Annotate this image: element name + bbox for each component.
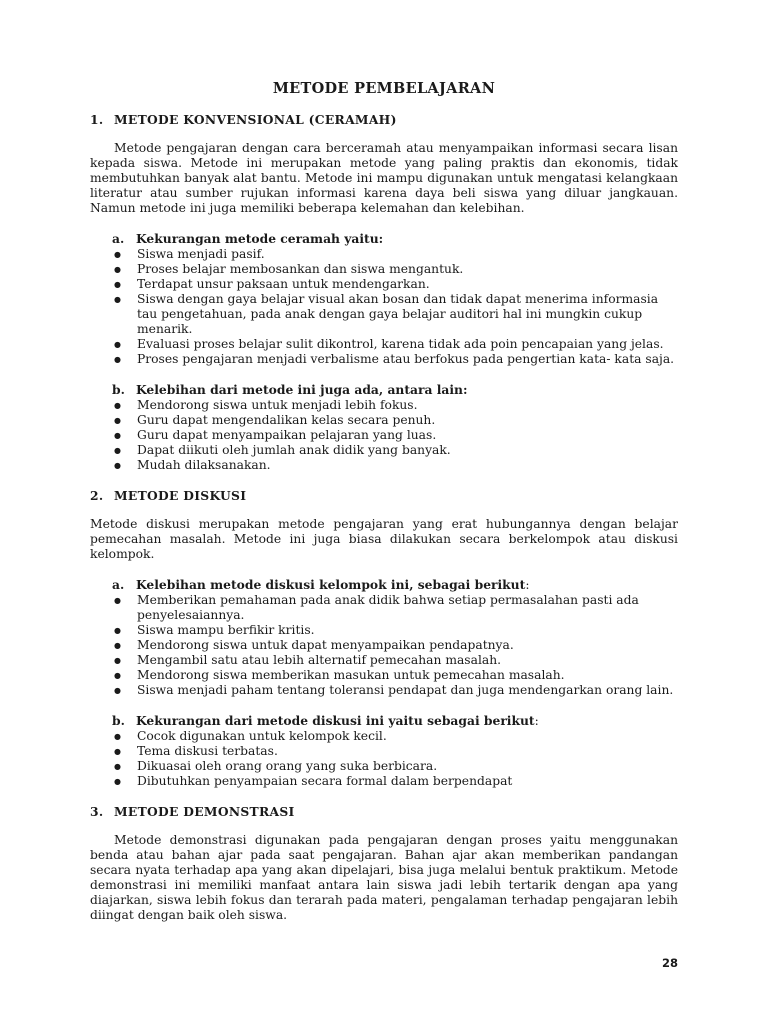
list-item-text: Tema diskusi terbatas. (137, 744, 278, 758)
list-item-text: Guru dapat mengendalikan kelas secara penuh. (137, 413, 436, 427)
bullet-icon: ● (114, 250, 121, 259)
sections-container (90, 112, 678, 923)
list-item-text: Terdapat unsur paksaan untuk mendengarkan. (137, 277, 430, 291)
subsection-letter: a. (112, 577, 125, 592)
subsection-heading-tail: : (534, 714, 539, 728)
section-number: 3. (90, 804, 104, 819)
page-content (90, 80, 678, 938)
bullet-icon: ● (114, 656, 121, 665)
bullet-icon: ● (114, 416, 121, 425)
list-item-text: Dapat diikuti oleh jumlah anak didik yang banyak. (137, 443, 451, 457)
subsection-letter: b. (112, 713, 125, 728)
list-item (90, 638, 678, 653)
section-paragraph: Metode demonstrasi digunakan pada pengajaran dengan proses yaitu menggunakan benda atau bahan ajar pada saat pengajaran. Bahan ajar akan memberikan pandangan secara nyata terhadap apa yang akan dipelajari, bisa juga melalui bentuk praktikum. Metode demonstrasi ini memiliki manfaat antara lain siswa jadi lebih tertarik dengan apa yang diajarkan, siswa lebih fokus dan terarah pada materi, pengalaman terhadap pengajaran lebih diingat dengan baik oleh siswa. (90, 833, 678, 922)
section-heading-text: METODE DISKUSI (114, 488, 247, 503)
bullet-list (90, 247, 678, 367)
list-item (90, 277, 678, 292)
list-item (90, 683, 678, 698)
list-item (90, 774, 678, 789)
list-item-text: Dibutuhkan penyampaian secara formal dalam berpendapat (137, 774, 513, 788)
list-item (90, 428, 678, 443)
list-item-text: Cocok digunakan untuk kelompok kecil. (137, 729, 387, 743)
list-item (90, 398, 678, 413)
list-item (90, 759, 678, 774)
section-heading-text: METODE KONVENSIONAL (CERAMAH) (114, 112, 397, 127)
list-item (90, 668, 678, 683)
bullet-icon: ● (114, 641, 121, 650)
list-item-text: Mendorong siswa untuk dapat menyampaikan pendapatnya. (137, 638, 514, 652)
bullet-icon: ● (114, 355, 121, 364)
list-item (90, 729, 678, 744)
subsection-heading (90, 382, 678, 398)
list-item-text: Dikuasai oleh orang orang yang suka berbicara. (137, 759, 438, 773)
list-item-text: Mengambil satu atau lebih alternatif pemecahan masalah. (137, 653, 502, 667)
list-item (90, 247, 678, 262)
subsection-heading-text: Kekurangan metode ceramah yaitu: (136, 231, 384, 246)
list-item (90, 653, 678, 668)
bullet-icon: ● (114, 340, 121, 349)
list-item (90, 593, 678, 623)
list-item-text: Evaluasi proses belajar sulit dikontrol, karena tidak ada poin pencapaian yang jelas. (137, 337, 664, 351)
subsection-heading-text: Kelebihan metode diskusi kelompok ini, sebagai berikut (136, 577, 526, 592)
section-number: 2. (90, 488, 104, 503)
bullet-icon: ● (114, 295, 121, 304)
list-item-text: Proses belajar membosankan dan siswa mengantuk. (137, 262, 464, 276)
bullet-list (90, 398, 678, 473)
bullet-list (90, 729, 678, 789)
bullet-icon: ● (114, 732, 121, 741)
section-heading (90, 488, 678, 503)
list-item (90, 413, 678, 428)
subsection-heading (90, 231, 678, 247)
bullet-icon: ● (114, 671, 121, 680)
bullet-icon: ● (114, 431, 121, 440)
list-item (90, 443, 678, 458)
bullet-icon: ● (114, 461, 121, 470)
bullet-icon: ● (114, 686, 121, 695)
subsection-letter: b. (112, 382, 125, 397)
section-heading-text: METODE DEMONSTRASI (114, 804, 295, 819)
bullet-list (90, 593, 678, 698)
list-item-text: Mendorong siswa untuk menjadi lebih fokus. (137, 398, 418, 412)
bullet-icon: ● (114, 280, 121, 289)
list-item (90, 352, 678, 367)
list-item (90, 262, 678, 277)
list-item (90, 458, 678, 473)
subsection-heading-tail: : (525, 578, 530, 592)
subsection-letter: a. (112, 231, 125, 246)
bullet-icon: ● (114, 777, 121, 786)
list-item (90, 623, 678, 638)
list-item-text: Siswa menjadi pasif. (137, 247, 265, 261)
section-number: 1. (90, 112, 104, 127)
section-heading (90, 804, 678, 819)
list-item (90, 292, 678, 337)
list-item (90, 744, 678, 759)
list-item-text: Siswa menjadi paham tentang toleransi pendapat dan juga mendengarkan orang lain. (137, 683, 674, 697)
list-item-text: Guru dapat menyampaikan pelajaran yang luas. (137, 428, 437, 442)
bullet-icon: ● (114, 401, 121, 410)
section-paragraph: Metode pengajaran dengan cara berceramah atau menyampaikan informasi secara lisan kepada siswa. Metode ini merupakan metode yang paling praktis dan ekonomis, tidak membutuhkan banyak alat bantu. Metode ini mampu digunakan untuk mengatasi kelangkaan literatur atau sumber rujukan informasi karena daya beli siswa yang diluar jangkauan. Namun metode ini juga memiliki beberapa kelemahan dan kelebihan. (90, 141, 678, 215)
bullet-icon: ● (114, 446, 121, 455)
list-item (90, 337, 678, 352)
subsection-heading (90, 713, 678, 729)
bullet-icon: ● (114, 747, 121, 756)
section-paragraph: Metode diskusi merupakan metode pengajaran yang erat hubungannya dengan belajar pemecahan masalah. Metode ini juga biasa dilakukan secara berkelompok atau diskusi kelompok. (90, 517, 678, 561)
subsection-heading-text: Kekurangan dari metode diskusi ini yaitu sebagai berikut (136, 713, 535, 728)
bullet-icon: ● (114, 596, 121, 605)
bullet-icon: ● (114, 265, 121, 274)
page-number: 28 (662, 956, 679, 970)
bullet-icon: ● (114, 626, 121, 635)
list-item-text: Siswa dengan gaya belajar visual akan bosan dan tidak dapat menerima informasia tau pengetahuan, pada anak dengan gaya belajar auditori hal ini mungkin cukup menarik. (137, 292, 659, 336)
bullet-icon: ● (114, 762, 121, 771)
list-item-text: Proses pengajaran menjadi verbalisme atau berfokus pada pengertian kata- kata saja. (137, 352, 675, 366)
list-item-text: Memberikan pemahaman pada anak didik bahwa setiap permasalahan pasti ada penyelesaiannya. (137, 593, 639, 622)
list-item-text: Siswa mampu berfikir kritis. (137, 623, 315, 637)
subsection-heading (90, 577, 678, 593)
section-heading (90, 112, 678, 127)
subsection-heading-text: Kelebihan dari metode ini juga ada, antara lain: (136, 382, 468, 397)
list-item-text: Mudah dilaksanakan. (137, 458, 271, 472)
list-item-text: Mendorong siswa memberikan masukan untuk pemecahan masalah. (137, 668, 565, 682)
document-title: METODE PEMBELAJARAN (272, 80, 496, 97)
